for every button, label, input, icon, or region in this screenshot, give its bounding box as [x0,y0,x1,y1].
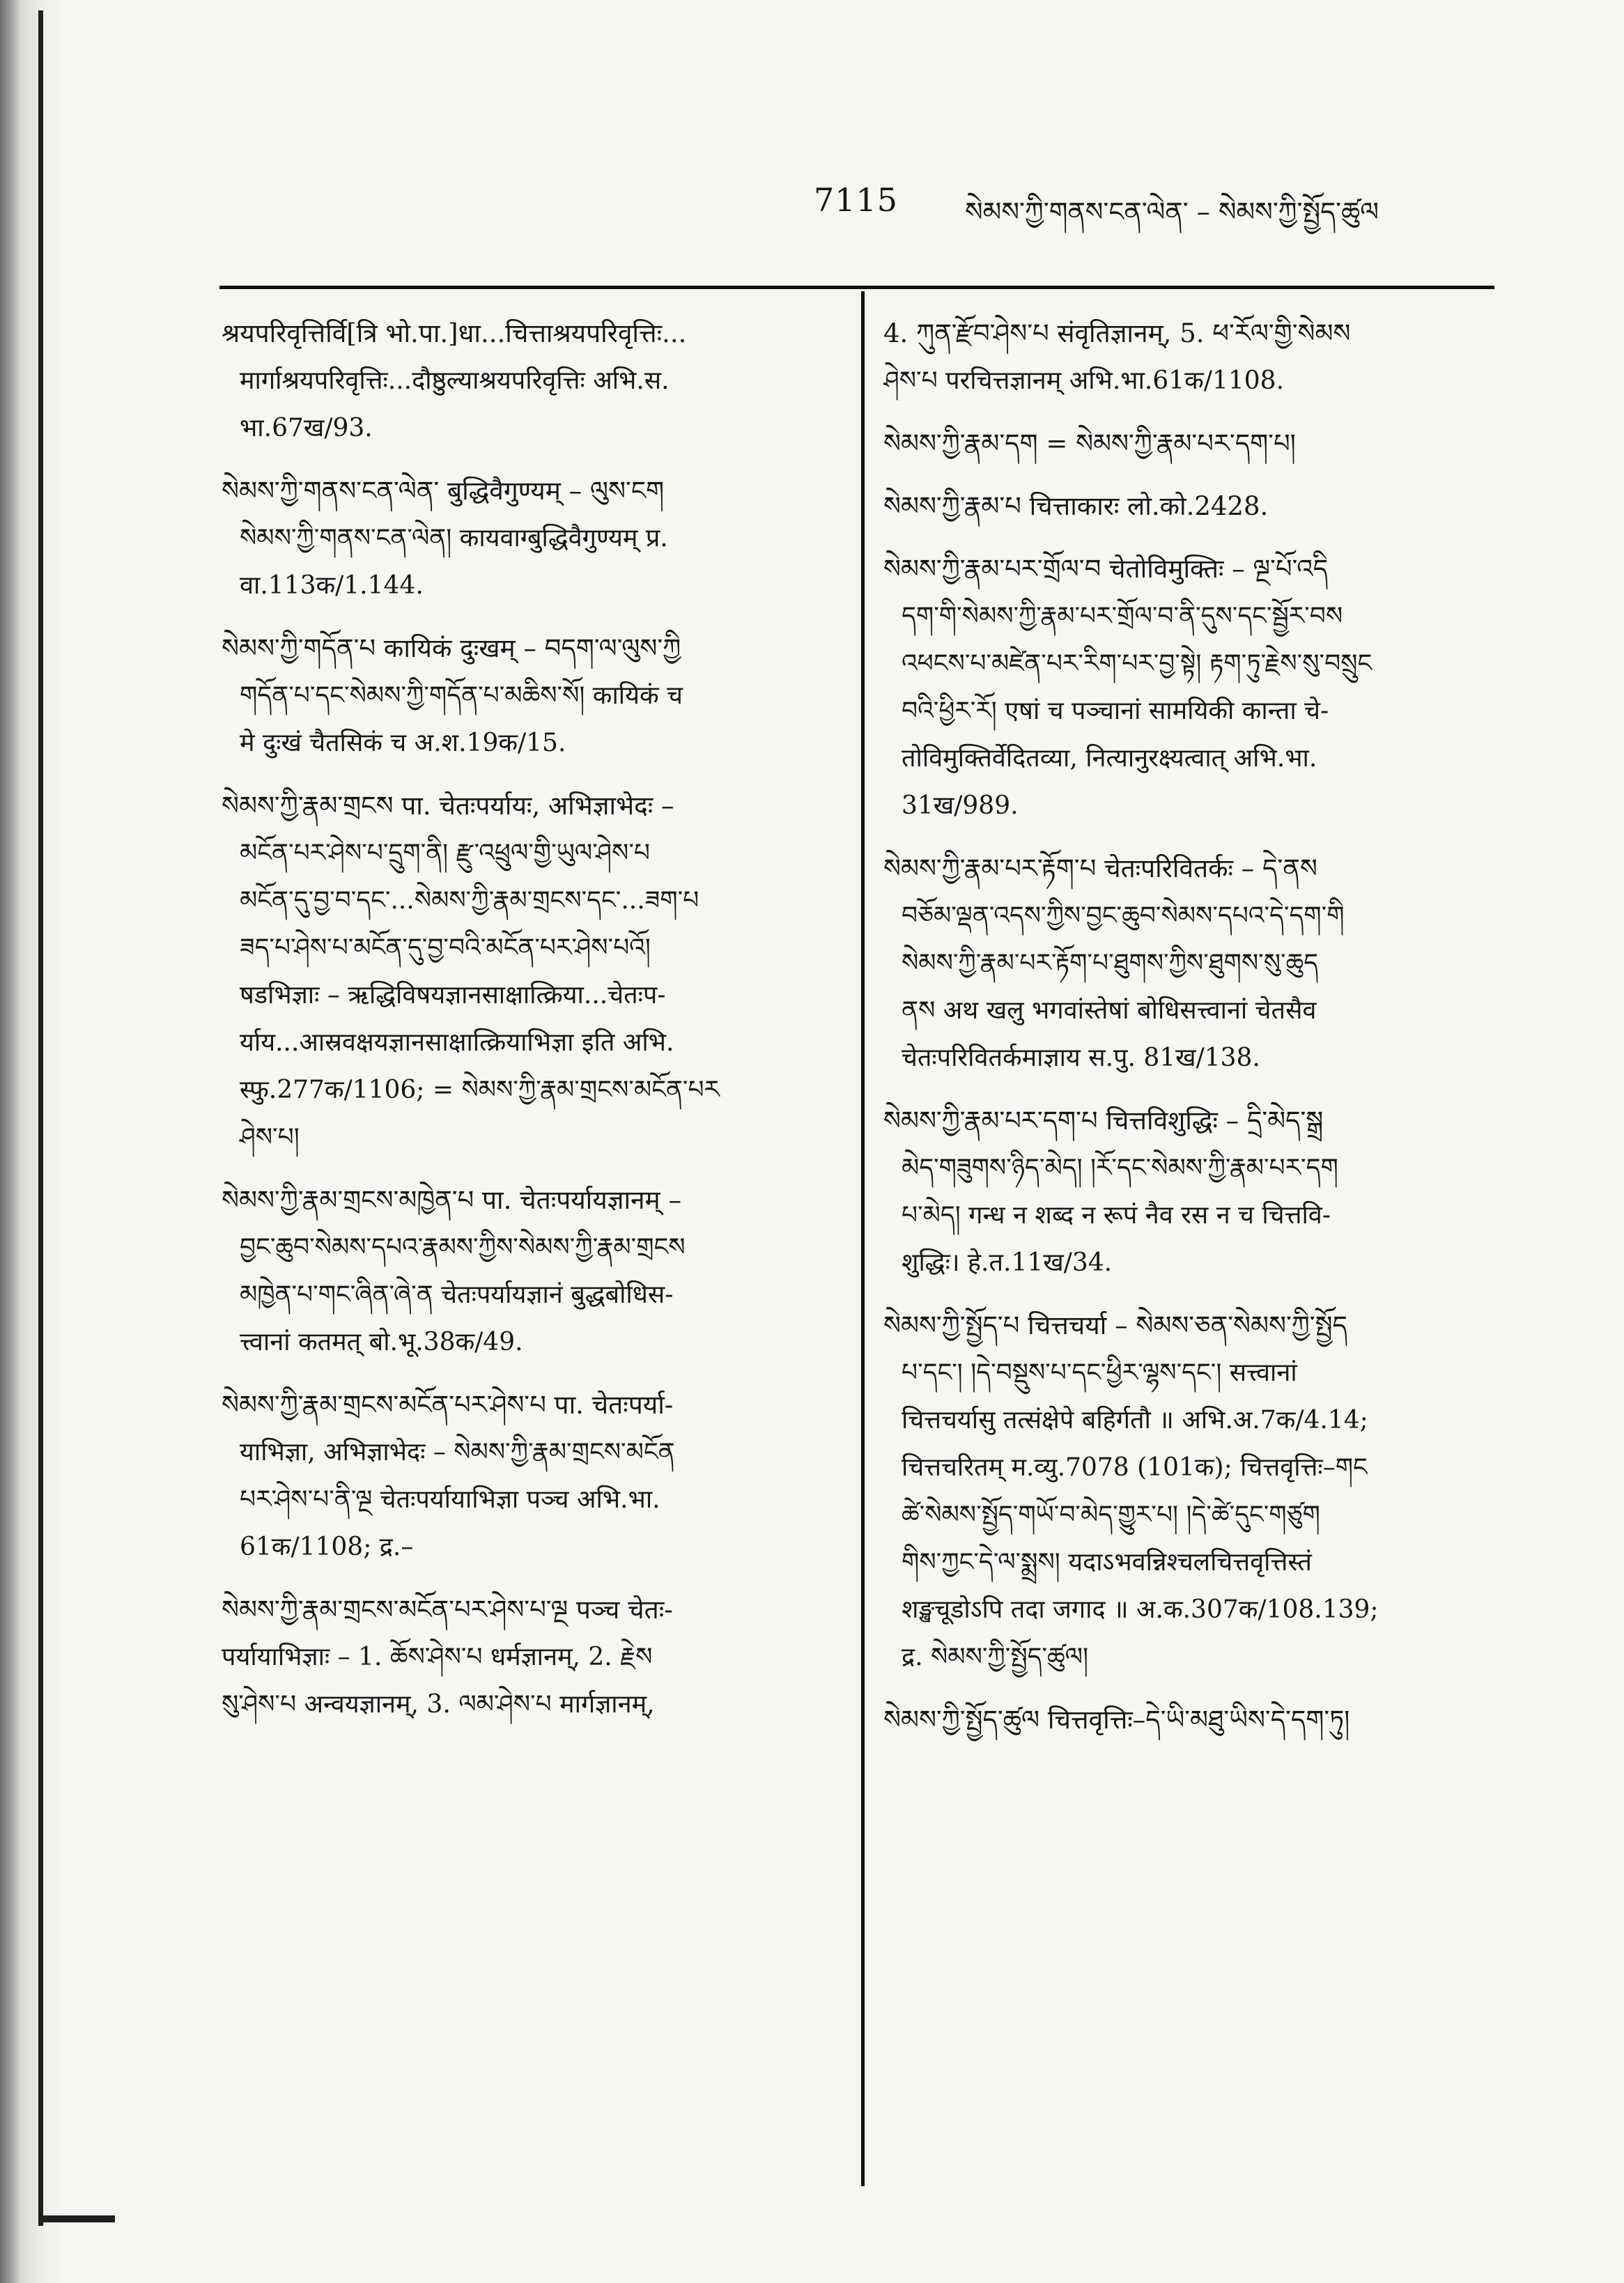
entry-line: शङ्खचूडोऽपि तदा जगाद ॥ अ.क.307क/108.139; [902,1595,1379,1624]
entry-line: མངོན་པར་ཤེས་པ་དྲུག་ནི། རྫུ་འཕྲུལ་གྱི་ཡུལ་ཤེས་པ [240,839,650,867]
dictionary-entry [883,545,1497,830]
dictionary-entry [883,1302,1497,1681]
dictionary-entry [883,483,1497,530]
header-rule [219,286,1494,289]
entry-headline: སེམས་ཀྱི་རྣམ་དག = སེམས་ཀྱི་རྣམ་པར་དག་པ། [883,428,1296,458]
binding-edge-line [38,10,43,2226]
entry-headline: 4. ཀུན་རྫོབ་ཤེས་པ संवृतिज्ञानम्, 5. ཕ་རོལ་གྱི་སེམས [883,318,1351,348]
entry-line: शुद्धिः। हे.त.11ख/34. [902,1248,1113,1277]
entry-line: चेतःपरिवितर्कमाज्ञाय स.पु. 81ख/138. [902,1044,1260,1072]
entry-line: པ་དང་། །དེ་བསྡུས་པ་དང་ཕྱིར་ལྷས་དང་། सत्त्वानां [902,1359,1297,1387]
entry-line: चित्तचर्यासु तत्संक्षेपे बहिर्गतौ ॥ अभि.अ.7क/4.14; [902,1406,1368,1434]
entry-headline: སེམས་ཀྱི་རྣམ་པར་གྲོལ་བ चेतोविमुक्तिः – ལྔ་པོ་འདི [883,554,1329,584]
entry-headline: སེམས་ཀྱི་རྣམ་གྲངས पा. चेतःपर्यायः, अभिज्ञाभेदः – [222,791,674,821]
entry-line: 31ख/989. [902,791,1019,820]
entry-line: སུ་ཤེས་པ अन्वयज्ञानम्, 3. ལམ་ཤེས་པ मार्गज्ञानम्, [222,1690,655,1719]
entry-headline: སེམས་ཀྱི་སྤྱོད་ཚུལ चित्तवृत्तिः–དེ་ཡི་མཐུ་ཡིས་དེ་དག་ཏུ། [883,1705,1350,1735]
entry-line: पर्यायाभिज्ञाः – 1. ཆོས་ཤེས་པ धर्मज्ञानम्, 2. རྗེས [222,1643,653,1671]
entry-line: भा.67ख/93. [240,414,373,442]
entry-line: བཅོམ་ལྡན་འདས་ཀྱིས་བྱང་ཆུབ་སེམས་དཔའ་དེ་དག་གི [902,901,1345,930]
dictionary-entry [883,310,1497,405]
entry-line: འཕངས་པ་མཛེན་པར་རིག་པར་བྱ་སྟེ། རྟག་ཏུ་རྗེས་སུ་བསྲུང [902,649,1372,678]
entry-headline: སེམས་ཀྱི་གནས་ངན་ལེན་ बुद्धिवैगुण्यम् – ལུས་ངག [222,476,665,506]
entry-line: མཁྱེན་པ་གང་ཞིན་ཞེ་ན चेतःपर्यायज्ञानं बुद्धबोधिस- [240,1280,674,1309]
entry-line: मे दुःखं चैतसिकं च अ.श.19क/15. [240,729,566,757]
entry-line: མངོན་དུ་བྱ་བ་དང་...སེམས་ཀྱི་རྣམ་གྲངས་དང་...ཟག་པ [240,886,699,915]
entry-line: षडभिज्ञाः – ऋद्धिविषयज्ञानसाक्षात्क्रिया...चेतःप- [240,981,666,1009]
page-number: 7115 [814,181,899,219]
entry-line: स्फु.277क/1106; = སེམས་ཀྱི་རྣམ་གྲངས་མངོན་པར [240,1076,720,1104]
entry-line: चित्तचरितम् म.व्यु.7078 (101क); चित्तवृत्तिः–གང [902,1453,1368,1482]
entry-headline: སེམས་ཀྱི་རྣམ་པ चित्ताकारः लो.को.2428. [883,491,1269,521]
dictionary-entry [883,1696,1497,1744]
dictionary-entry [883,1097,1497,1287]
entry-headline: སེམས་ཀྱི་གདོན་པ कायिकं दुःखम् – བདག་ལ་ལུས་ཀྱི [222,633,681,663]
entry-line: སེམས་ཀྱི་གནས་ངན་ལེན། कायवाग्बुद्धिवैगुण्यम् प्र. [240,524,668,552]
book-spine-shadow [0,0,66,2283]
entry-line: ཚེ་སེམས་སྤྱོད་གཡོ་བ་མེད་གྱུར་པ། །དེ་ཚེ་དུང་གཙུག [902,1501,1320,1529]
entry-line: तोविमुक्तिर्वेदितव्या, नित्यानुरक्ष्यत्वात् अभि.भा. [902,744,1317,773]
entry-headline: श्रयपरिवृत्तिर्वि[त्रि भो.पा.]धा...चित्ताश्रयपरिवृत्तिः... [222,318,687,348]
entry-line: གིས་ཀྱང་དེ་ལ་སྨྲས། यदाऽभवन्निश्चलचित्तवृत्तिस्तं [902,1548,1312,1577]
running-head [732,166,1512,229]
dictionary-entry [222,310,838,452]
running-head-words: སེམས་ཀྱི་གནས་ངན་ལེན་ – སེམས་ཀྱི་སྤྱོད་ཚུལ [965,196,1379,227]
entry-line: ཤེས་པ། [240,1123,300,1152]
entry-line: གདོན་པ་དང་སེམས་ཀྱི་གདོན་པ་མཆིས་སོ། कायिकं च [240,681,683,710]
dictionary-entry [883,420,1497,467]
entry-headline: སེམས་ཀྱི་རྣམ་པར་རྟོག་པ चेतःपरिवितर्कः – དེ་ནས [883,853,1317,883]
right-column [883,310,1497,1759]
entry-line: र्याय...आस्रवक्षयज्ञानसाक्षात्क्रियाभिज्ञा इति अभि. [240,1028,674,1057]
dictionary-entry [222,1382,838,1571]
entry-headline: སེམས་ཀྱི་རྣམ་གྲངས་མངོན་པར་ཤེས་པ पा. चेतःपर्या- [222,1390,674,1420]
entry-line: པ་མེད། गन्ध न शब्द न रूपं नैव रस न च चित्तवि- [902,1201,1331,1230]
dictionary-entry [222,1177,838,1366]
column-divider [861,291,865,2186]
entry-line: त्त्वानां कतमत् बो.भू.38क/49. [240,1328,523,1356]
entry-line: སེམས་ཀྱི་རྣམ་པར་རྟོག་པ་ཐུགས་ཀྱིས་ཐུགས་སུ་ཆུད [902,949,1319,977]
entry-line: མེད་གཟུགས་ཉིད་མེད། །རོ་དང་སེམས་ཀྱི་རྣམ་པར་དག [902,1154,1338,1182]
entry-line: ཟད་པ་ཤེས་པ་མངོན་དུ་བྱ་བའི་མངོན་པར་ཤེས་པའོ། [240,934,651,962]
entry-line: याभिज्ञा, अभिज्ञाभेदः – སེམས་ཀྱི་རྣམ་གྲངས་མངོན [240,1438,675,1466]
entry-line: वा.113क/1.144. [240,571,424,600]
entry-line: ཤེས་པ परचित्तज्ञानम् अभि.भा.61क/1108. [883,366,1285,395]
entry-line: मार्गाश्रयपरिवृत्तिः...दौष्ठुल्याश्रयपरिवृत्तिः अभि.स. [240,366,670,395]
entry-line: द्र. སེམས་ཀྱི་སྤྱོད་ཚུལ། [902,1643,1089,1671]
entry-line: པར་ཤེས་པ་ནི་ལྔ चेतःपर्यायाभिज्ञा पञ्च अभि.भा. [240,1485,660,1514]
dictionary-entry [222,1586,838,1728]
binding-edge-foot [38,2215,115,2222]
entry-headline: སེམས་ཀྱི་སྤྱོད་པ चित्तचर्या – སེམས་ཅན་སེམས་ཀྱི་སྤྱོད [883,1310,1347,1340]
dictionary-entry [222,782,838,1161]
entry-headline: སེམས་ཀྱི་རྣམ་པར་དག་པ चित्तविशुद्धिः – དྲི་མེད་སྒྲ [883,1106,1324,1136]
entry-line: 61क/1108; द्र.– [240,1533,414,1561]
dictionary-entry [222,625,838,767]
entry-headline: སེམས་ཀྱི་རྣམ་གྲངས་མངོན་པར་ཤེས་པ་ལྔ पञ्च चेतः- [222,1595,673,1625]
left-column [222,310,838,1744]
entry-line: བའི་ཕྱིར་རོ། एषां च पञ्चानां सामयिकी कान्ता चे- [902,697,1329,725]
entry-line: ནས अथ खलु भगवांस्तेषां बोधिसत्त्वानां चेतसैव [902,996,1317,1025]
dictionary-entry [883,845,1497,1082]
entry-line: བྱང་ཆུབ་སེམས་དཔའ་རྣམས་ཀྱིས་སེམས་ཀྱི་རྣམ་གྲངས [240,1233,686,1262]
entry-line: དག་གི་སེམས་ཀྱི་རྣམ་པར་གྲོལ་བ་ནི་དུས་དང་སྦྱོར་བས [902,602,1343,630]
entry-headline: སེམས་ཀྱི་རྣམ་གྲངས་མཁྱེན་པ पा. चेतःपर्यायज्ञानम् – [222,1185,681,1215]
dictionary-entry [222,467,838,610]
